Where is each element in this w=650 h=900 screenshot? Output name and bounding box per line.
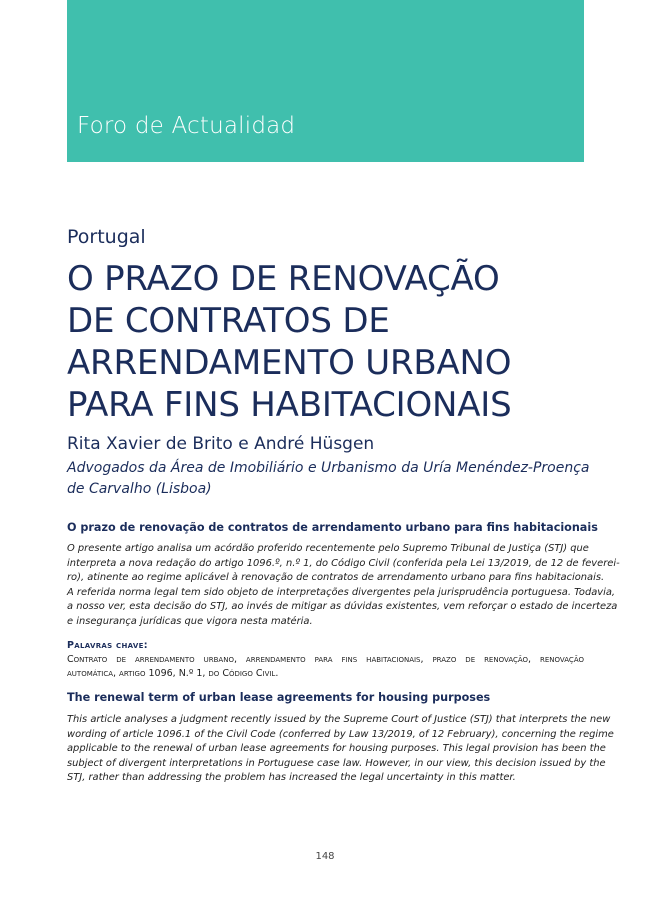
keywords-label: Palavras chave: bbox=[67, 640, 148, 651]
keywords-line: automática, artigo 1096, N.º 1, do Código Civil. bbox=[67, 668, 279, 679]
abstract-line: This article analyses a judgment recently issued by the Supreme Court of Justice (STJ) that interprets the new bbox=[67, 714, 611, 725]
section-banner bbox=[67, 0, 584, 162]
article-title bbox=[67, 258, 587, 426]
author-affiliation bbox=[67, 458, 590, 500]
article-title-line: O PRAZO DE RENOVAÇÃO bbox=[67, 259, 500, 299]
abstract-line: a nosso ver, esta decisão do STJ, ao invés de mitigar as dúvidas existentes, vem reforçar o estado de incerteza bbox=[67, 601, 618, 613]
abstract-en-heading: The renewal term of urban lease agreements for housing purposes bbox=[67, 691, 491, 704]
keywords-line: Contrato de arrendamento urbano, arrendamento para fins habitacionais, prazo de renovação, renovação bbox=[67, 654, 584, 665]
abstract-line: ro), atinente ao regime aplicável à renovação de contratos de arrendamento urbano para fins habitacionais. bbox=[67, 572, 605, 584]
article-country: Portugal bbox=[67, 226, 146, 248]
banner-title: Foro de Actualidad bbox=[77, 113, 296, 139]
article-title-line: PARA FINS HABITACIONAIS bbox=[67, 385, 512, 425]
keywords-list bbox=[67, 653, 584, 681]
abstract-line: subject of divergent interpretations in Portuguese case law. However, in our view, this decision issued by the bbox=[67, 757, 606, 769]
abstract-pt-body bbox=[67, 542, 620, 630]
affiliation-line: de Carvalho (Lisboa) bbox=[67, 481, 212, 497]
affiliation-line: Advogados da Área de Imobiliário e Urbanismo da Uría Menéndez-Proença bbox=[67, 460, 590, 476]
abstract-line: A referida norma legal tem sido objeto de interpretações divergentes pela jurisprudência portuguesa. Todavia, bbox=[67, 586, 616, 598]
abstract-line: applicable to the renewal of urban lease agreements for housing purposes. This legal provision has been the bbox=[67, 743, 606, 755]
page-number: 148 bbox=[315, 851, 335, 862]
abstract-line: O presente artigo analisa um acórdão proferido recentemente pelo Supremo Tribunal de Justiça (STJ) que bbox=[67, 543, 589, 554]
abstract-line: interpreta a nova redação do artigo 1096.º, n.º 1, do Código Civil (conferida pela Lei 13/2019, de 12 de feverei- bbox=[67, 557, 620, 569]
abstract-line: wording of article 1096.1 of the Civil Code (conferred by Law 13/2019, of 12 February), concerning the regime bbox=[67, 728, 614, 740]
article-title-line: ARRENDAMENTO URBANO bbox=[67, 343, 512, 383]
abstract-pt-heading: O prazo de renovação de contratos de arrendamento urbano para fins habitacionais bbox=[67, 521, 598, 534]
abstract-en-body bbox=[67, 713, 614, 786]
article-authors: Rita Xavier de Brito e André Hüsgen bbox=[67, 434, 375, 454]
abstract-line: e insegurança jurídicas que vigora nesta matéria. bbox=[67, 615, 313, 627]
abstract-line: STJ, rather than addressing the problem has increased the legal uncertainty in this matter. bbox=[67, 772, 516, 784]
article-title-line: DE CONTRATOS DE bbox=[67, 301, 390, 341]
